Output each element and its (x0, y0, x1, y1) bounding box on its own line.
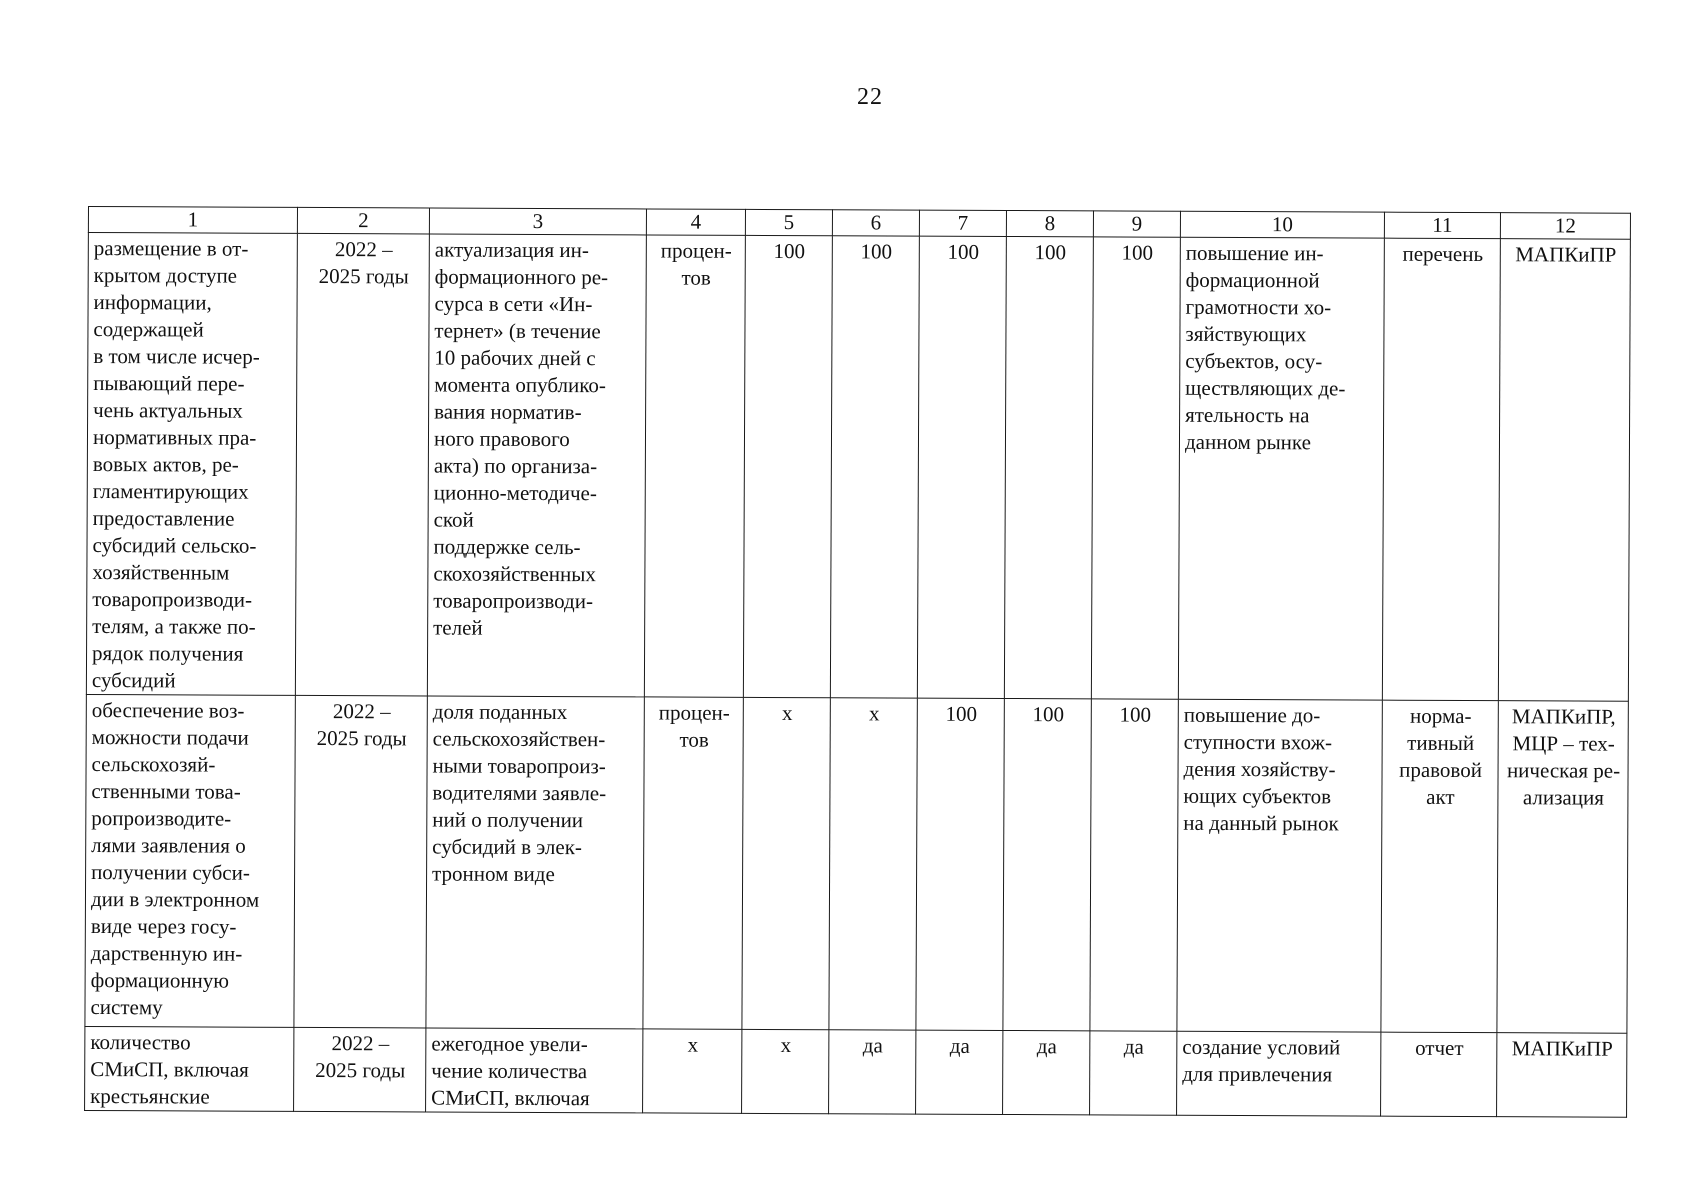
measure-name-cell: размещение в от- крытом доступе информации, содержащей в том числе исчер- пывающий пере- чень актуальных нормативных пра- вовых актов, ре- гламентирующих предоставление субсидий сельско- хозяйственным товаропроизводи- телям, а также по- рядок получения субсидий (86, 233, 297, 696)
document-type-cell: перечень (1382, 238, 1500, 701)
indicator-cell: актуализация ин- формационного ре- сурса в сети «Ин- тернет» (в течение 10 рабочих дней с момента опублико- вания норматив- ного правового акта) по организа- ционно-методиче- ской поддержке сель- скохозяйственных товаропроизводи- телей (427, 234, 646, 697)
value-cell: 100 (1091, 237, 1180, 699)
column-number: 4 (646, 209, 745, 235)
result-cell: создание условий для привлечения (1177, 1031, 1381, 1116)
responsible-cell: МАПКиПР (1497, 1033, 1627, 1118)
column-number: 12 (1500, 213, 1630, 240)
period-cell: 2022 – 2025 годы (295, 233, 429, 696)
value-cell: 100 (1090, 699, 1178, 1031)
value-cell: 100 (1004, 237, 1093, 699)
value-cell: 100 (830, 236, 919, 698)
column-number: 7 (919, 210, 1006, 236)
responsible-cell: МАПКиПР, МЦР – тех- ническая ре- ализация (1497, 701, 1628, 1034)
column-number: 11 (1384, 212, 1500, 239)
value-cell: 100 (917, 236, 1006, 698)
indicator-cell: ежегодное увели- чение количества СМиСП, включая (426, 1028, 643, 1113)
column-number: 6 (832, 210, 919, 236)
document-type-cell: норма- тивный правовой акт (1381, 700, 1498, 1033)
value-cell: х (742, 697, 830, 1029)
indicator-cell: доля поданных сельскохозяйствен- ными товаропроиз- водителями заявле- ний о получении субсидий в элек- тронном виде (426, 696, 644, 1029)
measures-table (84, 206, 1631, 1118)
value-cell: х (829, 698, 917, 1030)
value-cell: х (742, 1029, 829, 1113)
responsible-cell: МАПКиПР (1498, 239, 1630, 702)
unit-cell: процен- тов (643, 697, 743, 1029)
column-number: 10 (1180, 211, 1384, 238)
column-number: 5 (745, 209, 832, 235)
table-row (85, 1026, 1627, 1117)
period-cell: 2022 – 2025 годы (294, 1027, 426, 1112)
value-cell: да (829, 1030, 916, 1114)
value-cell: 100 (916, 698, 1004, 1030)
result-cell: повышение ин- формационной грамотности хо- зяйствующих субъектов, осу- ществляющих де- ятельность на данном рынке (1178, 237, 1384, 700)
unit-cell: х (643, 1029, 742, 1113)
column-number: 9 (1093, 211, 1180, 237)
unit-cell: процен- тов (644, 235, 745, 697)
result-cell: повышение до- ступности вхож- дения хозяйству- ющих субъектов на данный рынок (1177, 699, 1382, 1032)
column-number: 3 (429, 208, 646, 235)
column-number: 8 (1006, 211, 1093, 237)
column-number: 2 (297, 207, 429, 234)
document-type-cell: отчет (1381, 1032, 1497, 1117)
table-row (85, 694, 1628, 1033)
value-cell: да (1003, 1030, 1090, 1114)
value-cell: 100 (743, 235, 832, 697)
page-number: 22 (857, 84, 883, 110)
value-cell: 100 (1003, 699, 1091, 1031)
column-number: 1 (88, 207, 297, 234)
measure-name-cell: обеспечение воз- можности подачи сельскохозяй- ственными това- ропроизводите- лями заявления о получении субси- дии в электронном виде через госу- дарственную ин- формационную систему (85, 694, 295, 1027)
table-row (86, 233, 1630, 702)
period-cell: 2022 – 2025 годы (294, 695, 427, 1028)
measure-name-cell: количество СМиСП, включая крестьянские (85, 1026, 294, 1111)
value-cell: да (916, 1030, 1003, 1114)
value-cell: да (1090, 1031, 1177, 1115)
